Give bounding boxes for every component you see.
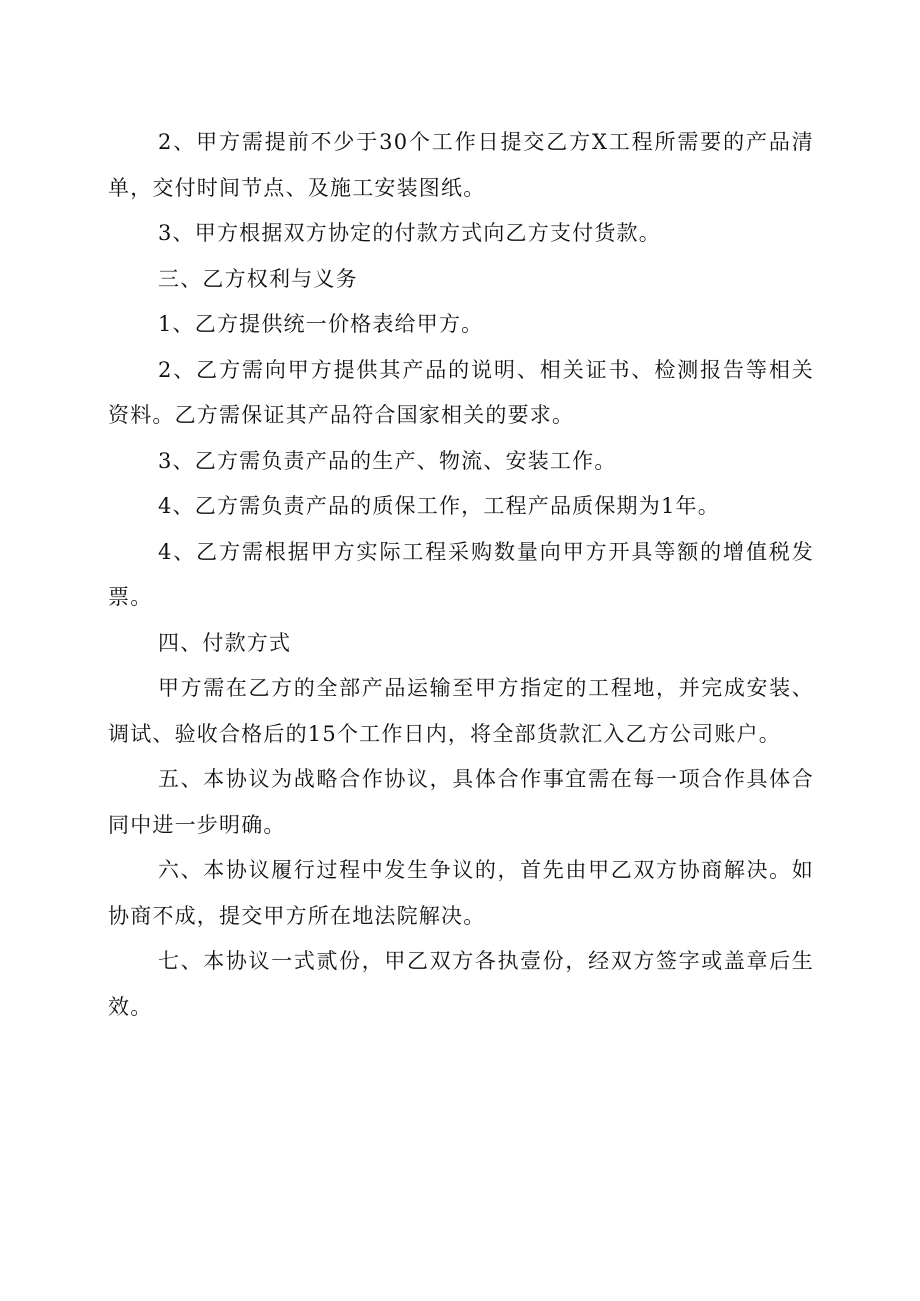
document-body [108, 120, 814, 1030]
clause-party-a-3: 3、甲方根据双方协定的付款方式向乙方支付货款。 [158, 221, 661, 245]
clause-party-b-5: 4、乙方需根据甲方实际工程采购数量向甲方开具等额的增值税发票。 [108, 539, 814, 609]
section-strategic-cooperation: 五、本协议为战略合作协议，具体合作事宜需在每一项合作具体合同中进一步明确。 [108, 767, 814, 837]
section-heading-payment: 四、付款方式 [158, 630, 292, 655]
section-heading-party-b-rights: 三、乙方权利与义务 [158, 266, 358, 291]
section-dispute-resolution: 六、本协议履行过程中发生争议的，首先由甲乙双方协商解决。如协商不成，提交甲方所在地法院解决。 [108, 858, 814, 928]
clause-party-a-2: 2、甲方需提前不少于30个工作日提交乙方X工程所需要的产品清单，交付时间节点、及施工安装图纸。 [108, 130, 814, 200]
clause-payment-terms: 甲方需在乙方的全部产品运输至甲方指定的工程地，并完成安装、调试、验收合格后的15个工作日内，将全部货款汇入乙方公司账户。 [108, 676, 814, 746]
clause-party-b-1: 1、乙方提供统一价格表给甲方。 [158, 312, 484, 336]
clause-party-b-2: 2、乙方需向甲方提供其产品的说明、相关证书、检测报告等相关资料。乙方需保证其产品符合国家相关的要求。 [108, 357, 814, 427]
clause-party-b-3: 3、乙方需负责产品的生产、物流、安装工作。 [158, 448, 617, 473]
clause-party-b-4: 4、乙方需负责产品的质保工作，工程产品质保期为1年。 [158, 494, 720, 518]
section-copies-effect: 七、本协议一式贰份，甲乙双方各执壹份，经双方签字或盖章后生效。 [108, 949, 814, 1019]
